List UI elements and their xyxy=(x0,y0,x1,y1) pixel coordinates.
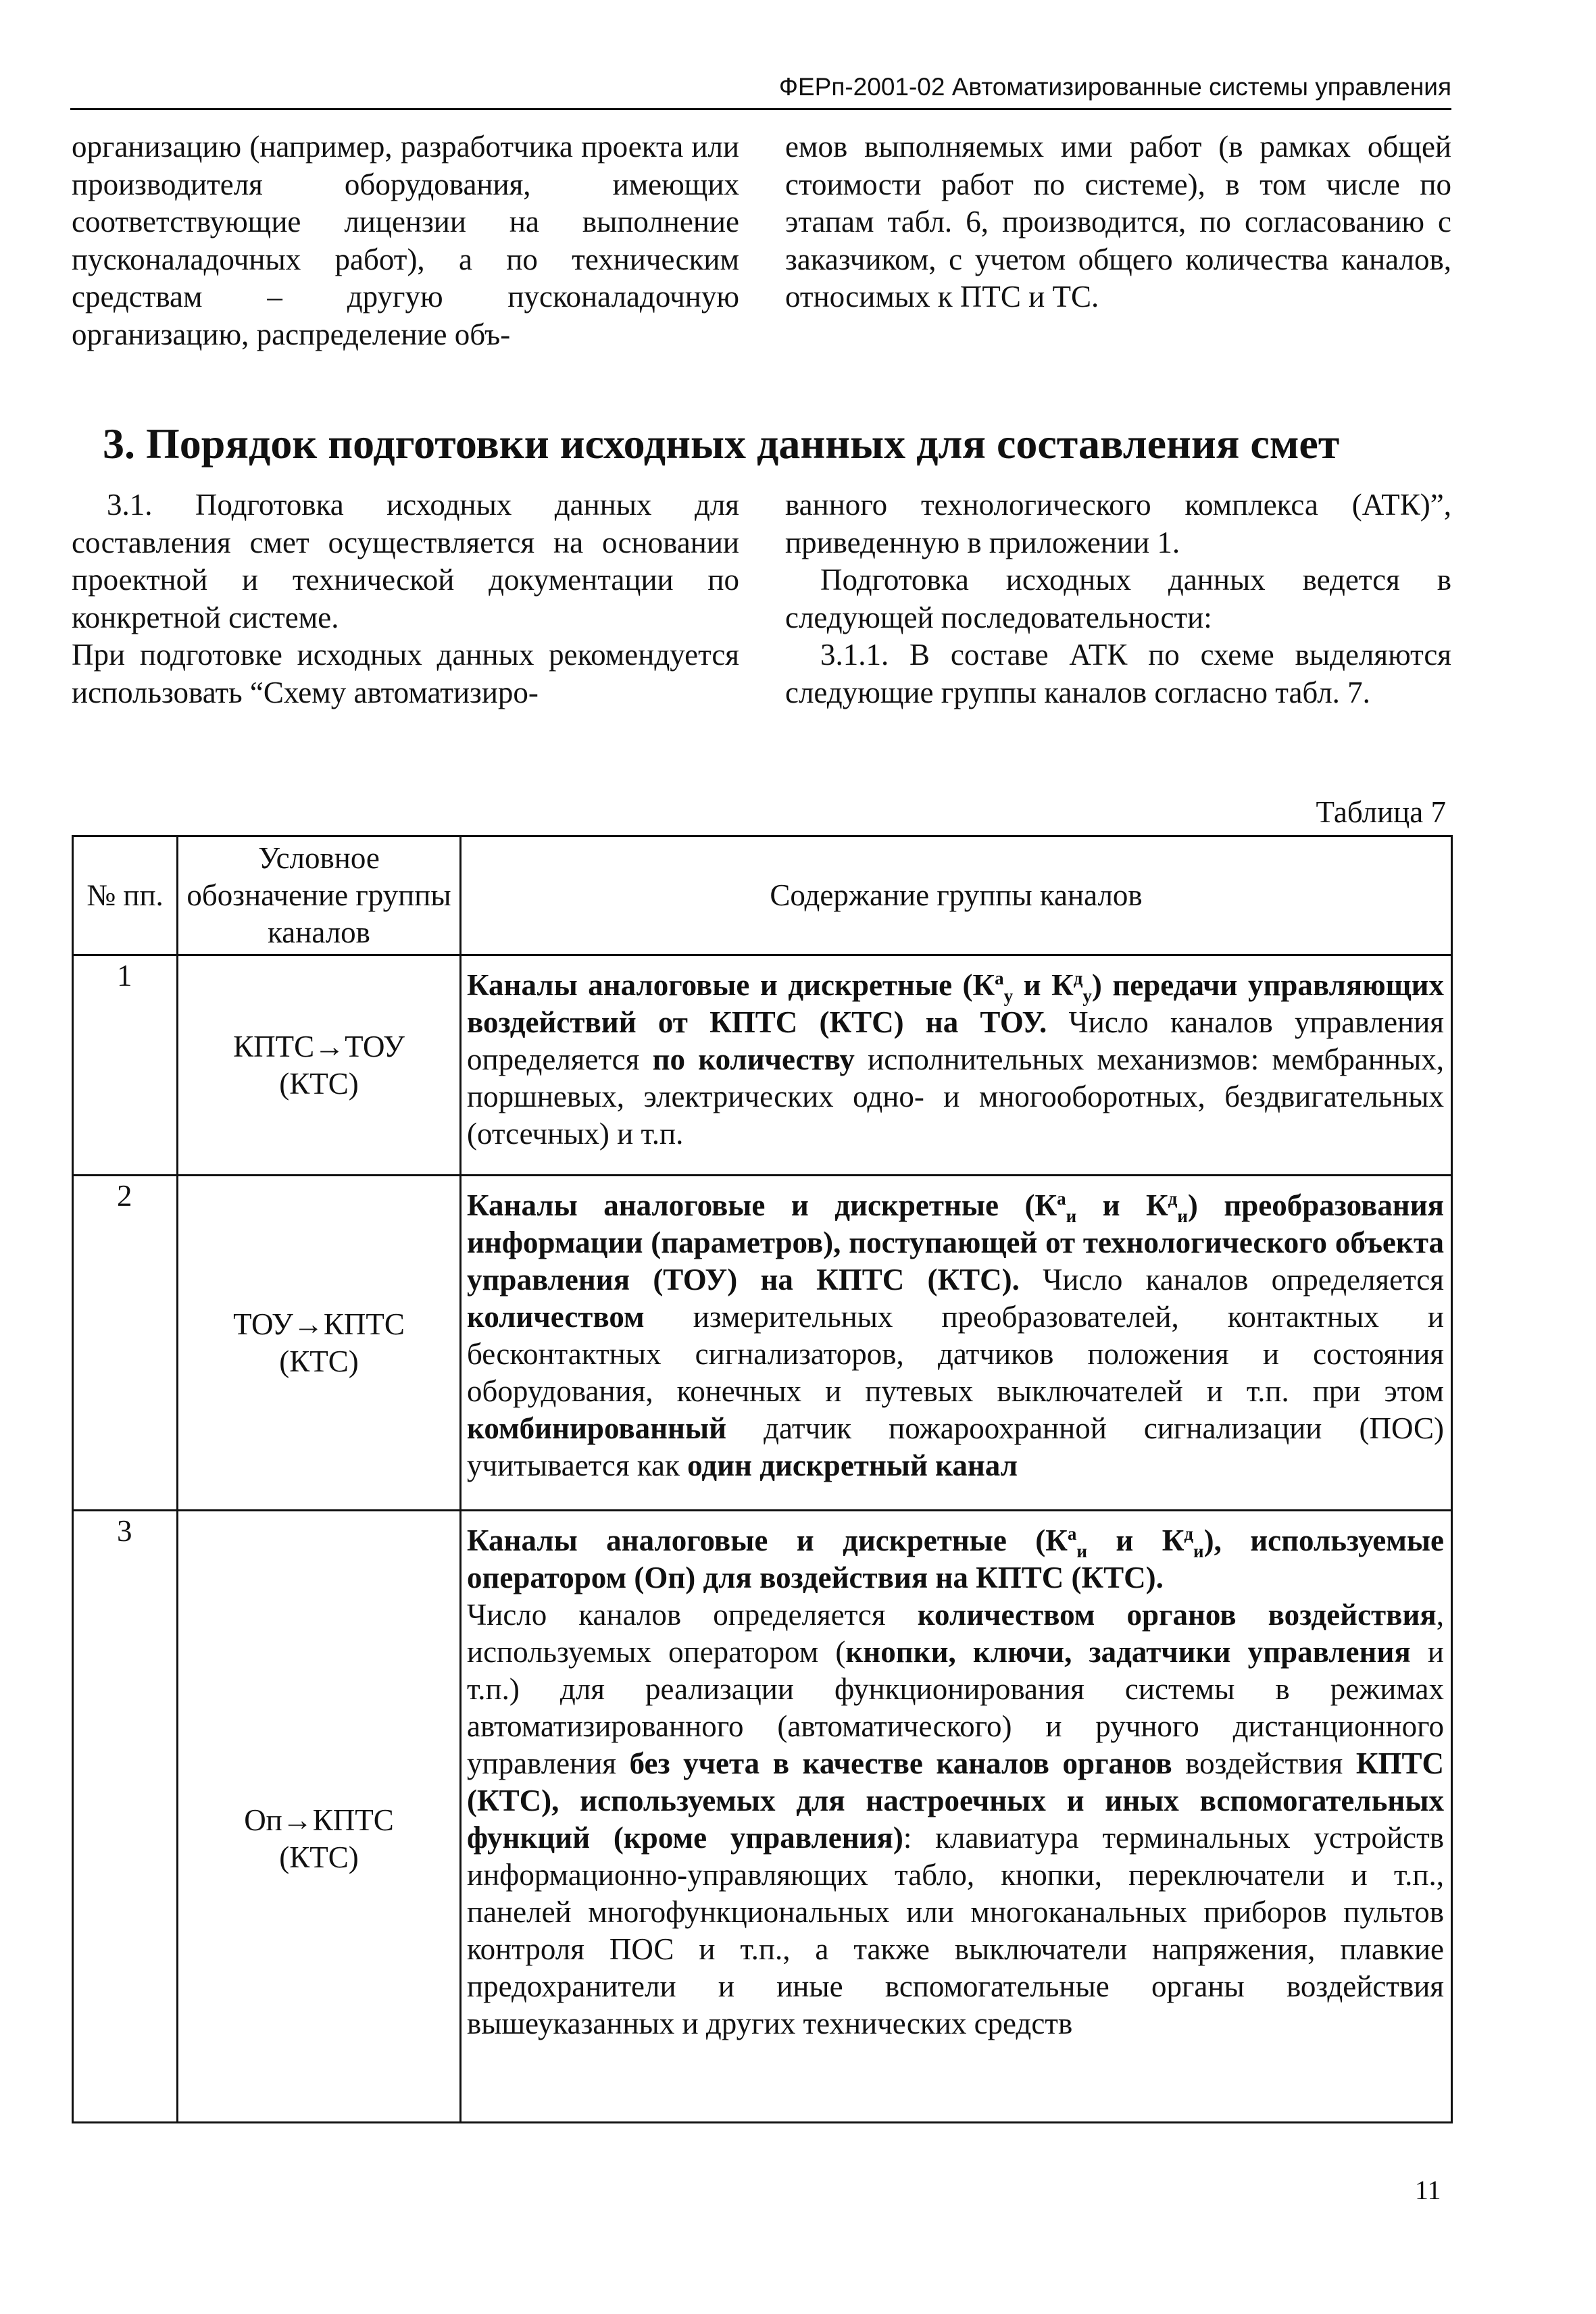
row-content xyxy=(461,1511,1452,2123)
header-no: № пп. xyxy=(73,836,178,955)
row-number-text: 3 xyxy=(117,1514,132,1548)
symbol-superscript: а xyxy=(995,968,1004,988)
symbol-superscript: а xyxy=(1057,1188,1066,1209)
content-text: Число каналов управления определяется xyxy=(467,1005,1444,1076)
running-header xyxy=(70,69,1451,110)
row-content xyxy=(461,955,1452,1176)
designation-line2: (КТС) xyxy=(279,1344,359,1378)
channels-table xyxy=(72,835,1453,2123)
table-row xyxy=(73,1176,1452,1511)
designation-line1: ТОУ→КПТС xyxy=(233,1307,405,1341)
content-bold-tail: ) преобразования информации (параметров), поступающей от технологического объекта управления (ТОУ) на КПТС (КТС). xyxy=(467,1188,1444,1297)
content-bold: кнопки, ключи, задатчики управления xyxy=(845,1635,1411,1669)
symbol-subscript: и xyxy=(1193,1541,1204,1561)
row-designation xyxy=(178,1176,461,1511)
content-bold: без учета в качестве каналов органов xyxy=(629,1746,1172,1780)
content-text: исполнительных механизмов: мембранных, поршневых, электрических одно- и многооборотных, бездвигательных (отсечных) и т.п. xyxy=(467,1042,1444,1151)
row-number xyxy=(73,1176,178,1511)
symbol-subscript: и xyxy=(1076,1541,1087,1561)
running-title: ФЕРп-2001-02 Автоматизированные системы управления xyxy=(778,73,1451,101)
symbol-subscript: у xyxy=(1082,986,1092,1006)
symbol-subscript: у xyxy=(1003,986,1014,1006)
header-content: Содержание группы каналов xyxy=(461,836,1452,955)
header-designation: Условное обозначение группы каналов xyxy=(178,836,461,955)
designation-line1: Оп→КПТС xyxy=(244,1803,394,1837)
content-mid: и К xyxy=(1076,1188,1168,1222)
content-bold-lead: Каналы аналоговые и дискретные (К xyxy=(467,1524,1068,1557)
content-bold-lead: Каналы аналоговые и дискретные (К xyxy=(467,1188,1057,1222)
row-designation xyxy=(178,955,461,1176)
symbol-superscript: д xyxy=(1073,968,1083,988)
intro-left-column xyxy=(72,128,739,353)
designation-line2: (КТС) xyxy=(279,1066,359,1101)
row-number xyxy=(73,1511,178,2123)
content-text: и т.п.) для реализации функционирования системы в режимах автоматизированного (автоматического) и ручного дистанционного управления xyxy=(467,1635,1444,1780)
section-paragraph-recommendation: При подготовке исходных данных рекомендуется использовать “Схему автоматизиро- xyxy=(72,638,739,709)
table-caption: Таблица 7 xyxy=(1316,795,1446,829)
page-number: 11 xyxy=(1415,2175,1441,2205)
section-paragraph-3-1: 3.1. Подготовка исходных данных для составления смет осуществляется на основании проектной и технической документации по конкретной системе. xyxy=(72,488,739,634)
section-paragraph-atk: ванного технологического комплекса (АТК)”, приведенную в приложении 1. xyxy=(785,488,1451,559)
content-bold: количеством xyxy=(467,1300,645,1334)
content-bold: комбинированный xyxy=(467,1411,727,1445)
section-title: 3. Порядок подготовки исходных данных для составления смет xyxy=(103,420,1340,468)
intro-right-column xyxy=(785,128,1451,316)
intro-right-text: емов выполняемых ими работ (в рамках общей стоимости работ по системе), в том числе по этапам табл. 6, производится, по согласованию с заказчиком, с учетом общего количества каналов, относимых к ПТС и ТС. xyxy=(785,130,1451,313)
content-bold: количеством органов воздействия xyxy=(917,1598,1437,1632)
content-bold: один дискретный канал xyxy=(687,1449,1018,1482)
symbol-superscript: д xyxy=(1168,1188,1178,1209)
symbol-superscript: а xyxy=(1067,1524,1077,1544)
content-text: Число каналов определяется xyxy=(1019,1263,1444,1297)
content-text: воздействия xyxy=(1172,1746,1356,1780)
row-number-text: 2 xyxy=(117,1179,132,1213)
section-paragraph-3-1-1: 3.1.1. В составе АТК по схеме выделяются следующие группы каналов согласно табл. 7. xyxy=(785,638,1451,709)
content-mid: и К xyxy=(1087,1524,1184,1557)
content-bold-tail: ), используемые оператором (Оп) для воздействия на КПТС (КТС). xyxy=(467,1524,1444,1594)
content-text: Число каналов определяется xyxy=(467,1598,918,1632)
content-mid: и К xyxy=(1013,968,1074,1002)
row-content xyxy=(461,1176,1452,1511)
table-row xyxy=(73,1511,1452,2123)
symbol-superscript: д xyxy=(1184,1524,1194,1544)
content-text: измерительных преобразователей, контактных и бесконтактных сигнализаторов, датчиков положения и состояния оборудования, конечных и путевых выключателей и т.п. при этом xyxy=(467,1300,1444,1408)
content-bold-lead: Каналы аналоговые и дискретные (К xyxy=(467,968,995,1002)
section-left-column xyxy=(72,486,739,711)
section-paragraph-sequence: Подготовка исходных данных ведется в следующей последовательности: xyxy=(785,563,1451,634)
row-number xyxy=(73,955,178,1176)
content-bold: по количеству xyxy=(652,1042,855,1076)
row-designation xyxy=(178,1511,461,2123)
content-text: датчик пожароохранной сигнализации (ПОС) учитывается как xyxy=(467,1411,1444,1482)
designation-line1: КПТС→ТОУ xyxy=(233,1029,405,1063)
symbol-subscript: и xyxy=(1177,1206,1188,1226)
table-row xyxy=(73,955,1452,1176)
table-header-row xyxy=(73,836,1452,955)
content-bold: КПТС (КТС), используемых для настроечных и иных вспомогательных функций (кроме управления) xyxy=(467,1746,1444,1855)
content-text: : клавиатура терминальных устройств информационно-управляющих табло, кнопки, переключатели и т.п., панелей многофункциональных или многоканальных приборов пультов контроля ПОС и т.п., а также выключатели напряжения, плавкие предохранители и иные вспомогательные органы воздействия вышеуказанных и других технических средств xyxy=(467,1821,1444,2040)
section-right-column xyxy=(785,486,1451,711)
content-bold-tail: ) передачи управляющих воздействий от КПТС (КТС) на ТОУ. xyxy=(467,968,1445,1039)
content-text: , используемых оператором ( xyxy=(467,1598,1444,1669)
symbol-subscript: и xyxy=(1066,1206,1077,1226)
designation-line2: (КТС) xyxy=(279,1840,359,1874)
intro-left-text: организацию (например, разработчика проекта или производителя оборудования, имеющих соответствующие лицензии на выполнение пусконаладочных работ), а по техническим средствам – другую пусконаладочную организацию, распределение объ- xyxy=(72,130,739,351)
row-number-text: 1 xyxy=(117,959,132,992)
